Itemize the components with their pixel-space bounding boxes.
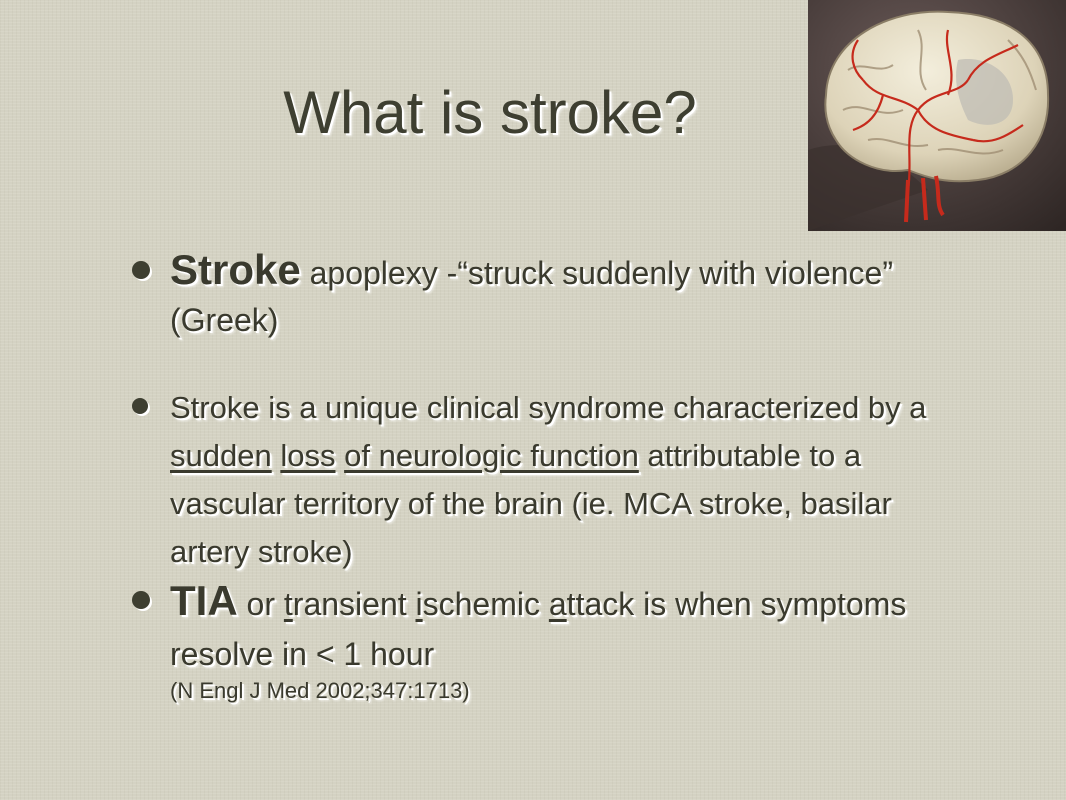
- underlined-term: of neurologic function: [344, 438, 639, 473]
- bullet-clinical-syndrome: [128, 384, 968, 576]
- bullet-lead: TIA: [170, 577, 238, 624]
- bullet-stroke-definition: [128, 246, 968, 344]
- bullet-icon: [132, 398, 148, 414]
- bullet-text: ttack is when symptoms resolve in < 1 hour: [170, 586, 907, 672]
- slide-title: What is stroke?: [283, 79, 697, 146]
- bullet-text: [335, 438, 344, 473]
- citation: (N Engl J Med 2002;347:1713): [170, 678, 470, 703]
- bullet-lead: Stroke: [170, 246, 301, 293]
- bullet-icon: [132, 261, 150, 279]
- underlined-term: loss: [280, 438, 336, 473]
- underlined-letter: a: [548, 586, 567, 622]
- underlined-letter: i: [415, 586, 423, 622]
- brain-illustration-image: [808, 0, 1066, 231]
- bullet-text: attributable to a vascular territory of the brain (ie. MCA stroke, basilar artery stroke): [170, 438, 892, 569]
- underlined-term: sudden: [170, 438, 272, 473]
- bullet-list: [128, 246, 968, 703]
- bullet-text: or: [237, 586, 284, 622]
- bullet-text: apoplexy -“struck suddenly with violence” (Greek): [170, 255, 893, 338]
- bullet-text: ransient: [292, 586, 416, 622]
- underlined-letter: t: [283, 586, 293, 622]
- bullet-icon: [132, 591, 150, 609]
- bullet-tia: [128, 576, 968, 703]
- bullet-text: schemic: [422, 586, 549, 622]
- bullet-text: Stroke is a unique clinical syndrome characterized by a: [170, 390, 927, 425]
